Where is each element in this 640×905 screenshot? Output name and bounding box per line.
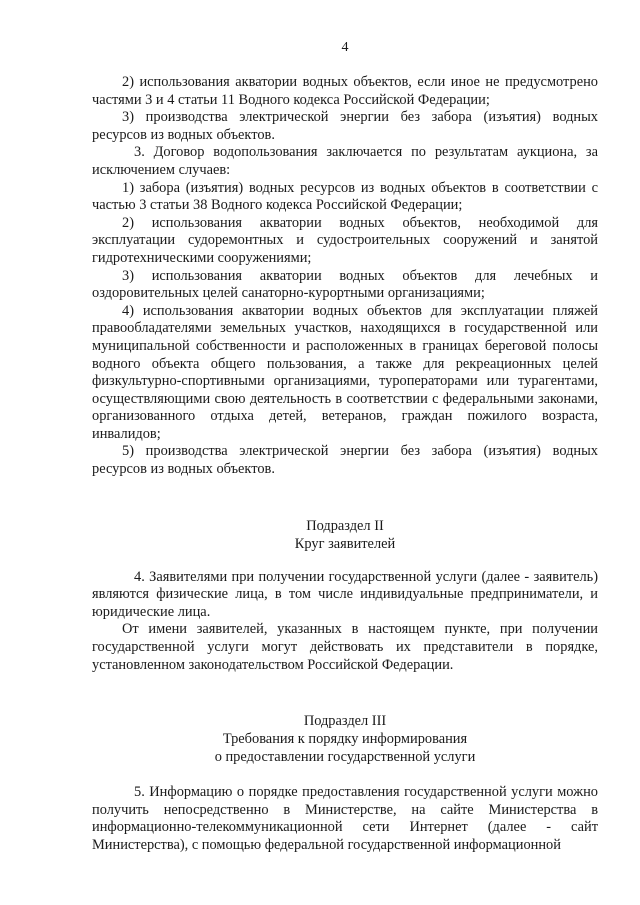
clause4-paragraph: 4. Заявителями при получении государственной услуги (далее - заявитель) являются физические лица, в том числе индивидуальные предприниматели, и юридические лица. xyxy=(92,568,598,620)
page-number: 4 xyxy=(341,40,349,55)
clause3-item-1: 1) забора (изъятия) водных ресурсов из водных объектов в соответствии с частью 3 статьи 38 Водного кодекса Российской Федерации; xyxy=(92,179,598,214)
subsection-3-label: Подраздел III xyxy=(303,713,387,730)
subsection-3-title-line-1: Требования к порядку информирования xyxy=(222,731,468,748)
subsection-2-title: Круг заявителей xyxy=(294,535,396,552)
subsection-3-title-line-2: о предоставлении государственной услуги xyxy=(214,749,476,766)
clause3-item-2: 2) использования акватории водных объектов, необходимой для эксплуатации судоремонтных и судостроительных сооружений и занятой гидротехническими сооружениями; xyxy=(92,214,598,266)
clause5-paragraph: 5. Информацию о порядке предоставления государственной услуги можно получить непосредственно в Министерстве, на сайте Министерства в информационно-телекоммуникационной сети Интернет (далее - сайт Министерства), с помощью федеральной государственной информационной xyxy=(92,784,598,853)
clause3-item-4: 4) использования акватории водных объектов для эксплуатации пляжей правообладателями земельных участков, находящихся в государственной или муниципальной собственности и расположенных в границах береговой полосы водного объекта общего пользования, а также для рекреационных целей физкультурно-спортивными организациями, туроператорами или турагентами, осуществляющими свою деятельность в соответствии с федеральными законами, организованного отдыха детей, ветеранов, граждан пожилого возраста, инвалидов; xyxy=(92,302,598,442)
representatives-paragraph: От имени заявителей, указанных в настоящем пункте, при получении государственной услуги могут действовать их представители в порядке, установленном законодательством Российской Федерации. xyxy=(92,621,598,673)
clause3-item-5: 5) производства электрической энергии без забора (изъятия) водных ресурсов из водных объектов. xyxy=(92,443,598,478)
clause2-item-2: 2) использования акватории водных объектов, если иное не предусмотрено частями 3 и 4 статьи 11 Водного кодекса Российской Федерации; xyxy=(92,74,598,108)
subsection-2-label: Подраздел II xyxy=(306,517,384,534)
clause3-intro: 3. Договор водопользования заключается по результатам аукциона, за исключением случаев: xyxy=(92,144,598,178)
document-page xyxy=(92,40,598,855)
clause2-item-3: 3) производства электрической энергии без забора (изъятия) водных ресурсов из водных объектов. xyxy=(92,109,598,143)
clause3-item-3: 3) использования акватории водных объектов для лечебных и оздоровительных целей санаторно-курортными организациями; xyxy=(92,267,598,302)
